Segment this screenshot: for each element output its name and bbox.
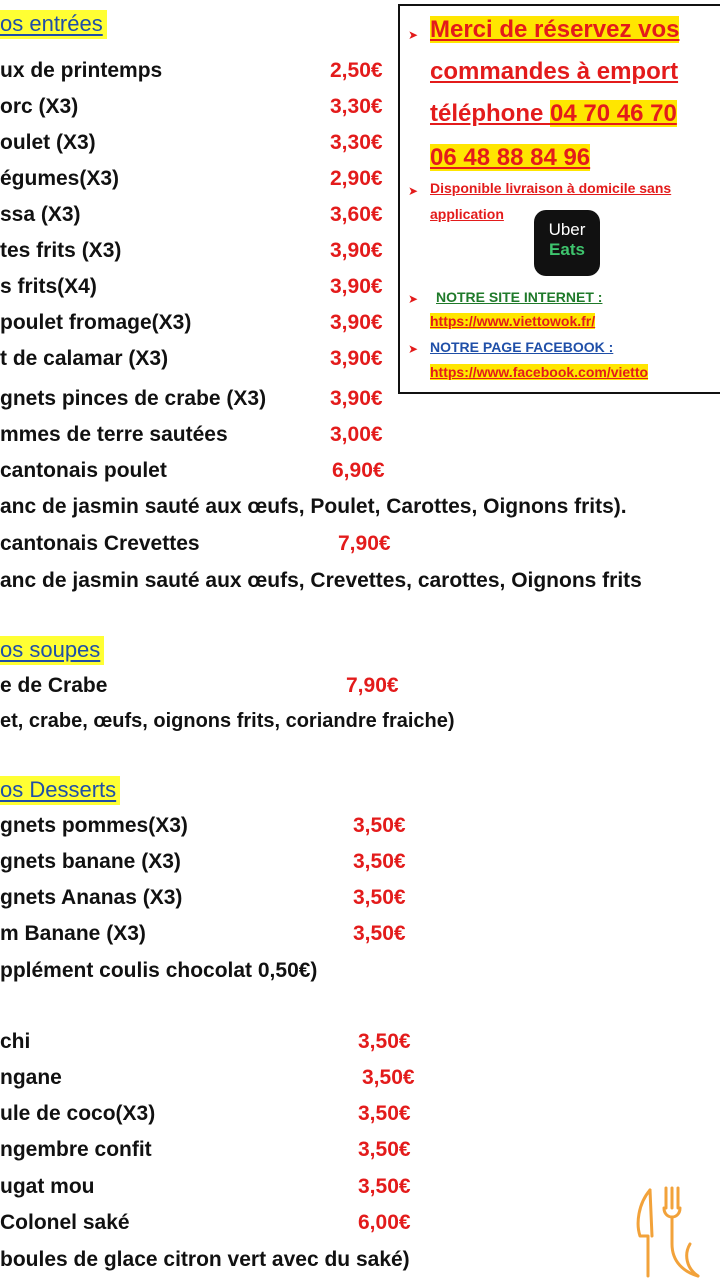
- soupes-heading: os soupes: [0, 636, 104, 665]
- dessert-price: 3,50€: [353, 886, 406, 909]
- entree-name: ux de printemps: [0, 59, 163, 82]
- arrow-icon: ➤: [408, 184, 419, 198]
- dessert-name: ngane: [0, 1066, 62, 1089]
- entree-price: 3,90€: [330, 387, 383, 410]
- site-link[interactable]: https://www.viettowok.fr/: [430, 313, 596, 329]
- entree-name: s frits(X4): [0, 275, 97, 298]
- dessert-name: gnets Ananas (X3): [0, 886, 183, 909]
- facebook-label: NOTRE PAGE FACEBOOK :: [430, 339, 614, 355]
- arrow-icon: ➤: [408, 292, 419, 306]
- riz-crevettes-price: 7,90€: [338, 532, 391, 555]
- dessert-price: 3,50€: [353, 922, 406, 945]
- dessert-price: 6,00€: [358, 1211, 411, 1234]
- fork-knife-icon: [632, 1184, 720, 1280]
- uber-label: Uber: [548, 220, 586, 239]
- entree-name: t de calamar (X3): [0, 347, 169, 370]
- dessert-name: chi: [0, 1030, 31, 1053]
- mobile-number[interactable]: 06 48 88 84 96: [430, 144, 591, 171]
- entree-price: 3,60€: [330, 203, 383, 226]
- dessert-name: m Banane (X3): [0, 922, 146, 945]
- supplement-note: pplément coulis chocolat 0,50€): [0, 959, 318, 982]
- arrow-icon: ➤: [408, 342, 419, 356]
- entree-price: 6,90€: [332, 459, 385, 482]
- riz-description: anc de jasmin sauté aux œufs, Poulet, Carottes, Oignons frits).: [0, 495, 627, 518]
- soupe-price: 7,90€: [346, 674, 399, 697]
- entree-price: 3,90€: [330, 275, 383, 298]
- riz-crevettes-name: cantonais Crevettes: [0, 532, 200, 555]
- facebook-link[interactable]: https://www.facebook.com/vietto: [430, 364, 649, 380]
- colonel-description: boules de glace citron vert avec du saké): [0, 1248, 410, 1271]
- reservation-line: commandes à emport: [430, 58, 679, 85]
- entree-price: 3,90€: [330, 347, 383, 370]
- delivery-text: application: [430, 206, 504, 222]
- entree-name: mmes de terre sautées: [0, 423, 228, 446]
- reservation-line: [430, 16, 679, 44]
- uber-eats-icon[interactable]: [534, 210, 600, 276]
- info-box: [398, 4, 720, 394]
- entree-name: égumes(X3): [0, 167, 120, 190]
- entree-price: 3,30€: [330, 95, 383, 118]
- entrees-heading: os entrées: [0, 10, 107, 39]
- entree-price: 2,50€: [330, 59, 383, 82]
- soupe-name: e de Crabe: [0, 674, 108, 697]
- entree-price: 3,90€: [330, 239, 383, 262]
- dessert-name: gnets banane (X3): [0, 850, 181, 873]
- dessert-price: 3,50€: [353, 850, 406, 873]
- phone-number[interactable]: 04 70 46 70: [550, 100, 677, 127]
- arrow-icon: ➤: [408, 28, 419, 42]
- entree-name: gnets pinces de crabe (X3): [0, 387, 267, 410]
- entree-name: orc (X3): [0, 95, 79, 118]
- dessert-price: 3,50€: [358, 1030, 411, 1053]
- phone-label: téléphone: [430, 100, 551, 127]
- site-label: NOTRE SITE INTERNET :: [436, 289, 603, 305]
- reservation-highlight: Merci de réservez vos: [430, 16, 680, 43]
- entree-price: 3,00€: [330, 423, 383, 446]
- entree-name: poulet fromage(X3): [0, 311, 192, 334]
- entree-name: cantonais poulet: [0, 459, 167, 482]
- mobile-line: [430, 144, 590, 172]
- dessert-price: 3,50€: [358, 1102, 411, 1125]
- desserts-heading: os Desserts: [0, 776, 120, 805]
- riz-crevettes-description: anc de jasmin sauté aux œufs, Crevettes, carottes, Oignons frits: [0, 569, 642, 592]
- entree-name: tes frits (X3): [0, 239, 122, 262]
- phone-line: [430, 100, 677, 128]
- dessert-name: ule de coco(X3): [0, 1102, 156, 1125]
- entree-price: 3,90€: [330, 311, 383, 334]
- entree-price: 3,30€: [330, 131, 383, 154]
- dessert-price: 3,50€: [358, 1175, 411, 1198]
- entree-name: ssa (X3): [0, 203, 81, 226]
- dessert-name: ngembre confit: [0, 1138, 152, 1161]
- dessert-name: gnets pommes(X3): [0, 814, 188, 837]
- dessert-price: 3,50€: [353, 814, 406, 837]
- entree-name: oulet (X3): [0, 131, 96, 154]
- dessert-price: 3,50€: [358, 1138, 411, 1161]
- soupe-description: et, crabe, œufs, oignons frits, coriandre fraiche): [0, 710, 455, 732]
- entree-price: 2,90€: [330, 167, 383, 190]
- eats-label: Eats: [549, 240, 585, 259]
- dessert-name: Colonel saké: [0, 1211, 130, 1234]
- delivery-text: Disponible livraison à domicile sans: [430, 180, 672, 196]
- dessert-name: ugat mou: [0, 1175, 95, 1198]
- dessert-price: 3,50€: [362, 1066, 415, 1089]
